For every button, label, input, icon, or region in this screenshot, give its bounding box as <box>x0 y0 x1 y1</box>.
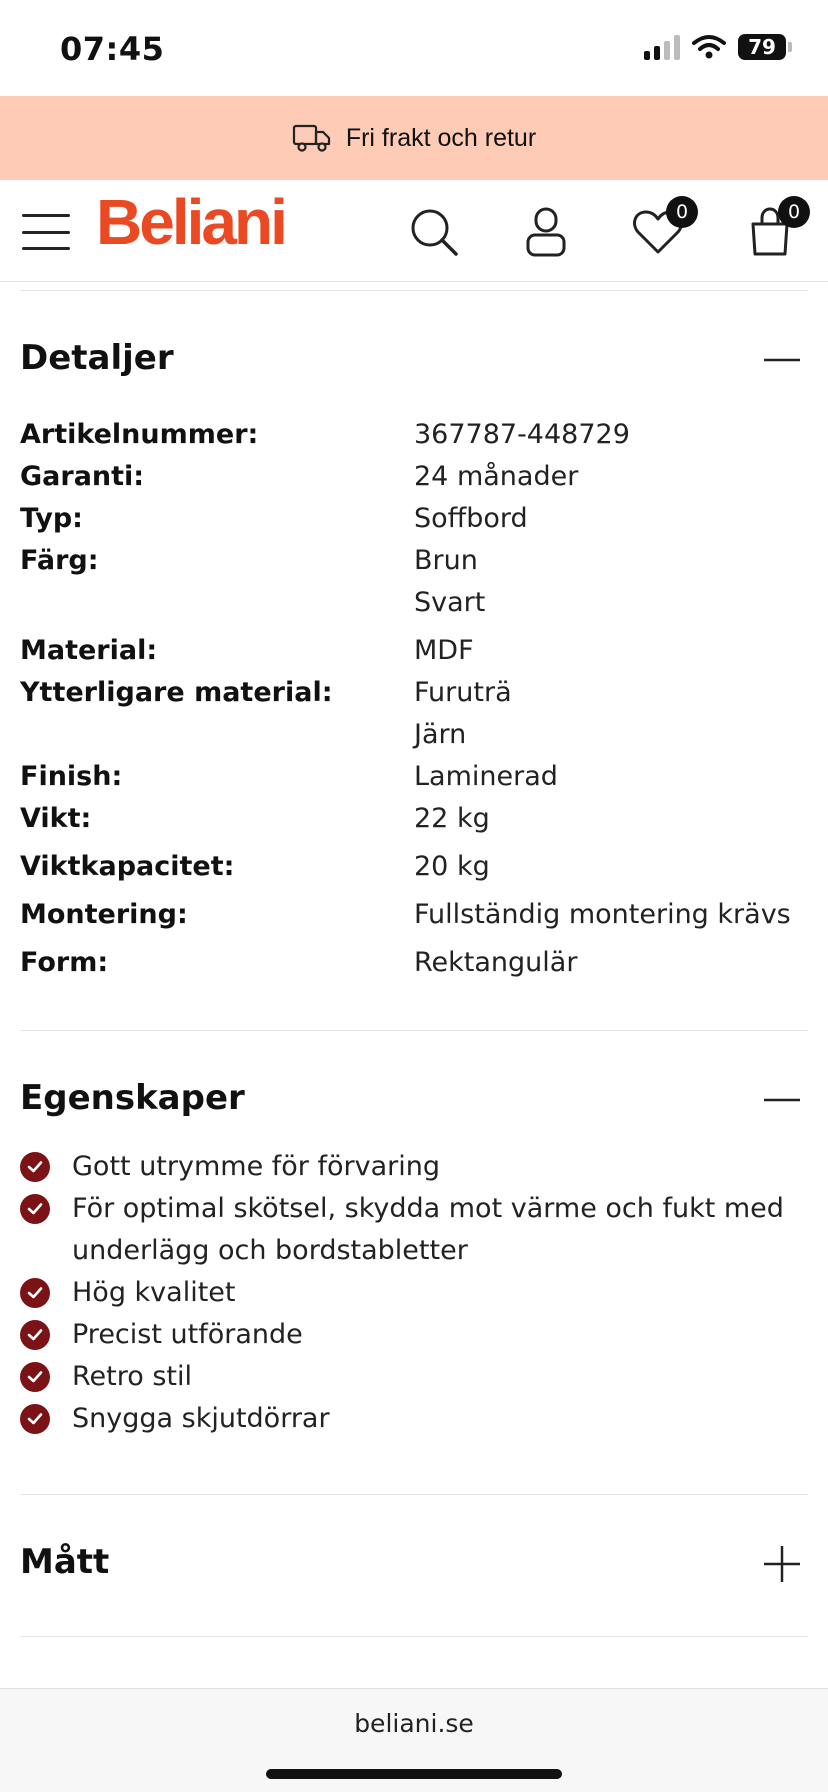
detail-value: Furuträ Järn <box>414 677 512 750</box>
expand-plus-icon[interactable] <box>762 1544 802 1584</box>
detail-label: Vikt: <box>20 803 92 834</box>
url-text[interactable]: beliani.se <box>354 1709 474 1738</box>
detail-label: Typ: <box>20 503 83 534</box>
collapse-minus-icon[interactable] <box>762 1080 802 1120</box>
battery-icon <box>738 34 792 60</box>
detail-label: Artikelnummer: <box>20 419 259 450</box>
detail-value: 367787-448729 <box>414 419 630 450</box>
promo-text: Fri frakt och retur <box>345 123 537 152</box>
collapse-minus-icon[interactable] <box>762 340 802 380</box>
detail-row <box>20 942 810 984</box>
check-icon <box>20 1320 50 1350</box>
check-icon <box>20 1278 50 1308</box>
feature-item <box>20 1146 810 1188</box>
details-table <box>20 414 810 984</box>
cart-button[interactable] <box>742 201 801 260</box>
check-icon <box>20 1194 50 1224</box>
browser-address-bar[interactable] <box>0 1688 828 1792</box>
feature-text: För optimal skötsel, skydda mot värme och fukt med underlägg och bordstabletter <box>72 1193 784 1266</box>
divider <box>20 1636 808 1637</box>
check-icon <box>20 1404 50 1434</box>
wishlist-count-badge: 0 <box>666 196 698 228</box>
details-section-title[interactable]: Detaljer <box>20 338 174 378</box>
detail-row <box>20 756 810 798</box>
feature-item <box>20 1272 810 1314</box>
feature-text: Snygga skjutdörrar <box>72 1403 330 1434</box>
detail-value: Fullständig montering krävs <box>414 899 791 930</box>
menu-icon[interactable] <box>22 214 70 250</box>
feature-item <box>20 1398 810 1440</box>
detail-label: Ytterligare material: <box>20 677 333 708</box>
feature-text: Retro stil <box>72 1361 193 1392</box>
battery-level: 79 <box>738 34 786 60</box>
feature-text: Gott utrymme för förvaring <box>72 1151 440 1182</box>
detail-row <box>20 630 810 672</box>
detail-label: Färg: <box>20 545 99 576</box>
dimensions-section-title[interactable]: Mått <box>20 1542 110 1582</box>
beliani-logo[interactable]: Beliani <box>96 186 285 258</box>
detail-label: Garanti: <box>20 461 145 492</box>
detail-label: Finish: <box>20 761 123 792</box>
detail-value: Rektangulär <box>414 947 578 978</box>
detail-row <box>20 846 810 888</box>
divider <box>20 1030 808 1031</box>
detail-row <box>20 540 810 624</box>
detail-value: MDF <box>414 635 474 666</box>
search-icon[interactable] <box>406 204 462 260</box>
divider <box>20 290 808 291</box>
cellular-signal-icon <box>644 34 680 60</box>
detail-value: Brun Svart <box>414 545 486 618</box>
site-header <box>0 180 828 282</box>
detail-row <box>20 894 810 936</box>
feature-text: Hög kvalitet <box>72 1277 236 1308</box>
feature-item <box>20 1356 810 1398</box>
cart-count-badge: 0 <box>778 196 810 228</box>
check-icon <box>20 1362 50 1392</box>
detail-value: Soffbord <box>414 503 528 534</box>
feature-item <box>20 1314 810 1356</box>
status-icons <box>644 34 792 60</box>
detail-row <box>20 672 810 756</box>
status-time: 07:45 <box>60 30 165 68</box>
promo-banner[interactable] <box>0 96 828 180</box>
feature-text: Precist utförande <box>72 1319 303 1350</box>
detail-row <box>20 798 810 840</box>
detail-value: 22 kg <box>414 803 490 834</box>
truck-icon <box>292 123 332 153</box>
detail-label: Form: <box>20 947 109 978</box>
detail-value: Laminerad <box>414 761 558 792</box>
detail-label: Montering: <box>20 899 188 930</box>
user-account-icon[interactable] <box>518 204 574 260</box>
detail-label: Material: <box>20 635 158 666</box>
check-icon <box>20 1152 50 1182</box>
home-indicator[interactable] <box>266 1769 562 1779</box>
feature-item <box>20 1188 810 1272</box>
wishlist-button[interactable] <box>630 201 689 260</box>
status-bar <box>0 0 828 96</box>
detail-row <box>20 498 810 540</box>
detail-label: Viktkapacitet: <box>20 851 235 882</box>
features-list <box>20 1146 810 1440</box>
detail-row <box>20 456 810 498</box>
features-section-title[interactable]: Egenskaper <box>20 1078 245 1118</box>
detail-row <box>20 414 810 456</box>
detail-value: 20 kg <box>414 851 490 882</box>
detail-value: 24 månader <box>414 461 579 492</box>
wifi-icon <box>692 34 726 60</box>
divider <box>20 1494 808 1495</box>
